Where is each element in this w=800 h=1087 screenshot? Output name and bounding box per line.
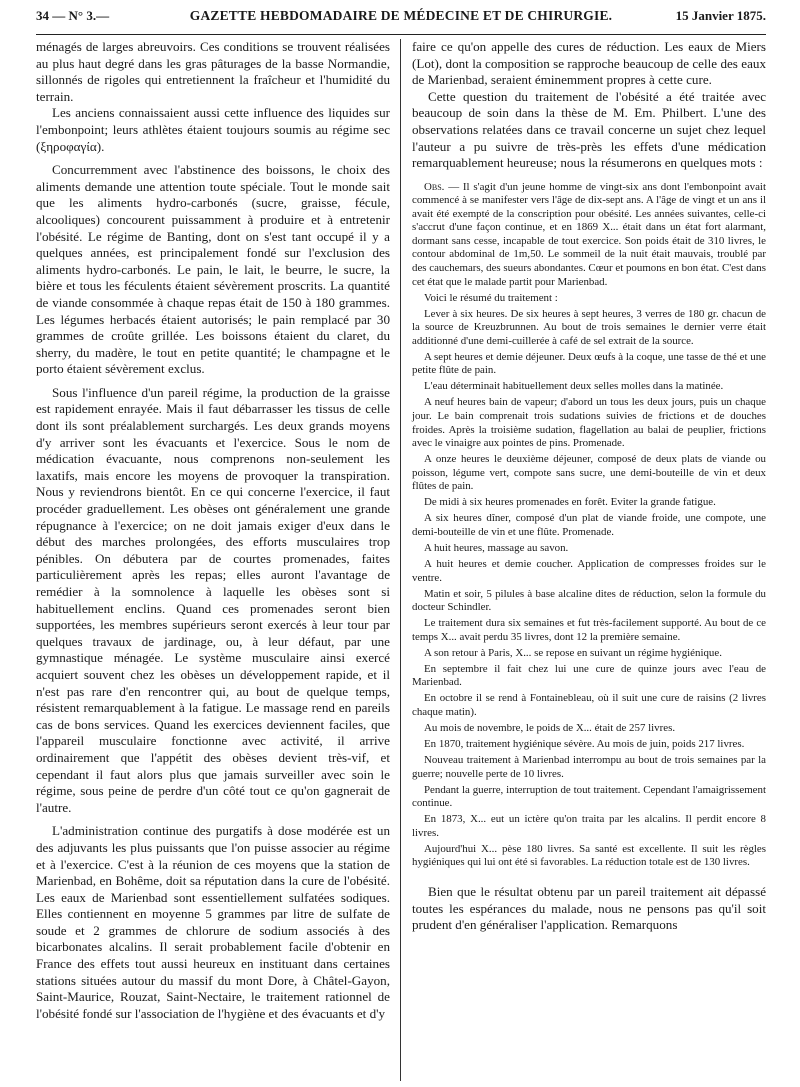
observation-block bbox=[412, 181, 766, 870]
observation-item: A onze heures le deuxième déjeuner, composé de deux plats de viande ou poisson, légume vert, compote sans sucre, une demi-bouteille de vin et deux flûtes de pain. bbox=[412, 453, 766, 493]
paragraph: L'administration continue des purgatifs à dose modérée est un des adjuvants les plus puissants que l'on puisse associer au régime et à l'exercice. C'est à la réunion de ces moyens que la station de Marienbad, en Bohême, doit sa réputation dans la cure de l'obésité. Les eaux de Marienbad sont essentiellement sulfatées sodiques. Elles contiennent en moyenne 5 grammes par litre de sulfate de soude et 2 grammes de chlorure de sodium associés à des bicarbonates alcalins. Il serait probablement facile d'obtenir en France des effets tout aussi heureux en instituant dans certaines stations situées autour du massif du mont Dore, à Châtel-Gayon, Saint-Maurice, Rouzat, Saint-Nectaire, le traitement rationnel de l'obésité fondé sur l'association de l'hygiène et des évacuants et d'y bbox=[36, 823, 390, 1021]
observation-item: En 1873, X... eut un ictère qu'on traita par les alcalins. Il perdit encore 8 livres. bbox=[412, 813, 766, 839]
observation-item: Pendant la guerre, interruption de tout traitement. Cependant l'amaigrissement continue. bbox=[412, 783, 766, 810]
observation-item: De midi à six heures promenades en forêt. Eviter la grande fatigue. bbox=[424, 496, 716, 509]
observation-item: A sept heures et demie déjeuner. Deux œufs à la coque, une tasse de thé et une petite flûte de pain. bbox=[412, 350, 766, 377]
observation-item: A huit heures et demie coucher. Application de compresses froides sur le ventre. bbox=[412, 557, 766, 584]
observation-item: A huit heures, massage au savon. bbox=[424, 541, 569, 554]
observation-item: A neuf heures bain de vapeur; d'abord un tous les deux jours, puis un chaque jour. Le bain comprenait trois sudations suivies de frictions et de douches froides. Après la troisième sudation, flagellation au balai de peuplier, frictions avec le vinaigre aux pointes de pins. Promenade. bbox=[412, 396, 766, 450]
left-column bbox=[36, 39, 390, 1022]
observation-item: Nouveau traitement à Marienbad interrompu au bout de trois semaines par la guerre; nouvelle perte de 10 livres. bbox=[412, 754, 766, 780]
journal-title: GAZETTE HEBDOMADAIRE DE MÉDECINE ET DE CHIRURGIE. bbox=[189, 8, 613, 23]
observation-intro bbox=[412, 181, 766, 289]
observation-item: En octobre il se rend à Fontainebleau, où il suit une cure de raisins (2 livres chaque matin). bbox=[412, 692, 766, 718]
observation-item: A six heures dîner, composé d'un plat de viande froide, une compote, une demi-bouteille de vin et une flûte. Promenade. bbox=[412, 512, 766, 538]
observation-item: Matin et soir, 5 pilules à base alcaline dites de réduction, selon la formule du docteur Schindler. bbox=[412, 587, 766, 614]
paragraph: faire ce qu'on appelle des cures de réduction. Les eaux de Miers (Lot), dont la composition se rapproche beaucoup de celle des eaux de Marienbad, seraient éminemment propres à cette cure. bbox=[412, 39, 766, 88]
observation-item: L'eau déterminait habituellement deux selles molles dans la matinée. bbox=[424, 380, 724, 393]
observation-item: Lever à six heures. De six heures à sept heures, 3 verres de 180 gr. chacun de la source de Kreuzbrunnen. Au bout de trois semaines le dernier verre était additionné d'une demi-cuillerée à café de sel extrait de la source. bbox=[412, 307, 766, 347]
paragraph: Les anciens connaissaient aussi cette influence des liquides sur l'embonpoint; leurs athlètes étaient toujours soumis au régime sec (ξηροφαγία). bbox=[36, 105, 390, 154]
observation-item: Voici le résumé du traitement : bbox=[424, 291, 558, 304]
column-rule bbox=[400, 39, 401, 1081]
observation-item: Aujourd'hui X... pèse 180 livres. Sa santé est excellente. Il suit les règles hygiéniques qui lui ont été si favorables. La réduction totale est de 130 livres. bbox=[412, 842, 766, 869]
right-column bbox=[412, 39, 766, 934]
observation-text: Il s'agit d'un jeune homme de vingt-six ans dont l'embonpoint avait commencé à se manifester vers l'âge de dix-sept ans. A l'âge de vingt et un ans il avait été exempté de la conscription pour obésité. Les années suivantes, celle-ci s'accrut d'une façon continue, et en 1869 X... était dans un état fort alarmant, dormant sans cesse, incapable de tout exercice. Son poids était de 310 livres, le contour abdominal de 1m,50. Le sommeil de la nuit était mauvais, troublé par des cauchemars, des sueurs abondantes. Cœur et poumons en bon état. C'est dans cet état que le malade partit pour Marienbad. bbox=[412, 180, 766, 288]
observation-item: En 1870, traitement hygiénique sévère. Au mois de juin, poids 217 livres. bbox=[424, 738, 745, 751]
observation-item: Au mois de novembre, le poids de X... était de 257 livres. bbox=[424, 721, 676, 734]
paragraph: Cette question du traitement de l'obésité a été traitée avec beaucoup de soin dans la thèse de M. Em. Philbert. L'une des observations relatées dans ce travail concerne un sujet chez lequel l'auteur a pu suivre de très-près les effets d'une médication remarquablement heureuse; nous la résumerons en quelques mots : bbox=[412, 88, 766, 171]
observation-item: A son retour à Paris, X... se repose en suivant un régime hygiénique. bbox=[424, 646, 722, 659]
running-header bbox=[36, 0, 766, 35]
observation-item: En septembre il fait chez lui une cure de quinze jours avec l'eau de Marienbad. bbox=[412, 662, 766, 689]
paragraph: Concurremment avec l'abstinence des boissons, le choix des aliments demande une attention toute spéciale. Tout le monde sait que les aliments hydro-carbonés (sucre, graisse, fécule, alcooliques) concourent puissamment à produire et à entretenir l'obésité. Le régime de Banting, dont on s'est tant occupé il y a quelques années, est principalement fondé sur l'exclusion des aliments hydro-carbonés. Le pain, le lait, le beurre, le sucre, la bière et tous les féculents étaient sévèrement proscrits. La quantité de viande consommée à chaque repas était de 150 à 180 grammes. Les légumes herbacés étaient autorisés; le pain remplacé par 30 grammes de croûte grillée. Les boissons étaient du claret, du sherry, du madère, le tout en petite quantité; le champagne et le porto étaient sévèrement exclus. bbox=[36, 162, 390, 377]
issue-date: 15 Janvier 1875. bbox=[675, 8, 766, 23]
observation-label: Obs. — bbox=[424, 180, 460, 193]
paragraph: Sous l'influence d'un pareil régime, la production de la graisse est rapidement enrayée. Mais il faut débarrasser les tissus de celle dont ils sont préalablement surchargés. Les deux grands moyens d'y arriver sont les évacuants et l'exercice. Sous le nom de médication évacuante, nous comprenons non-seulement les laxatifs, mais encore les moyens de provoquer la transpiration. Nous y reviendrons bientôt. En ce qui concerne l'exercice, il faut procéder graduellement. Les obèses ont généralement une grande répugnance à l'exercice; on ne doit jamais exiger d'eux dans le début des marches prolongées, des efforts musculaires trop pénibles. On débutera par de courtes promenades, faites particulièrement après les repas; elles auront l'avantage de remédier à la somnolence à laquelle les obèses sont si habituellement enclins. Quand ces promenades seront bien supportées, les membres supérieurs seront exercés à leur tour par quelques travaux de jardinage, ou, à leur défaut, par une gymnastique ménagée. Le système musculaire ainsi exercé acquiert souvent chez les obèses un développement rapide, et il n'est pas rare d'en rencontrer qui, au bout de quelque temps, résistent remarquablement à la fatigue. Le massage rend en pareils cas de bons services. Quand les exercices deviennent faciles, que l'appareil musculaire fonctionne avec activité, il arrive ordinairement que l'appétit des obèses devient très-vif, et cependant il faut alors plus que jamais surveiller avec soin le régime, sous peine de perdre d'un côté tout ce qu'on gagnerait de l'autre. bbox=[36, 384, 390, 815]
paragraph: Bien que le résultat obtenu par un pareil traitement ait dépassé toutes les espérances du malade, nous ne pensons pas qu'il soit prudent d'en généraliser l'application. Remarquons bbox=[412, 883, 766, 933]
paragraph: ménagés de larges abreuvoirs. Ces conditions se trouvent réalisées au plus haut degré dans les gras pâturages de la basse Normandie, sillonnés de rigoles qui entretiennent la fraîcheur et l'humidité du terrain. bbox=[36, 39, 390, 104]
observation-item: Le traitement dura six semaines et fut très-facilement supporté. Au bout de ce temps X... avait perdu 35 livres, dont 12 la première semaine. bbox=[412, 617, 766, 643]
page-number: 34 — N° 3.— bbox=[36, 8, 110, 23]
